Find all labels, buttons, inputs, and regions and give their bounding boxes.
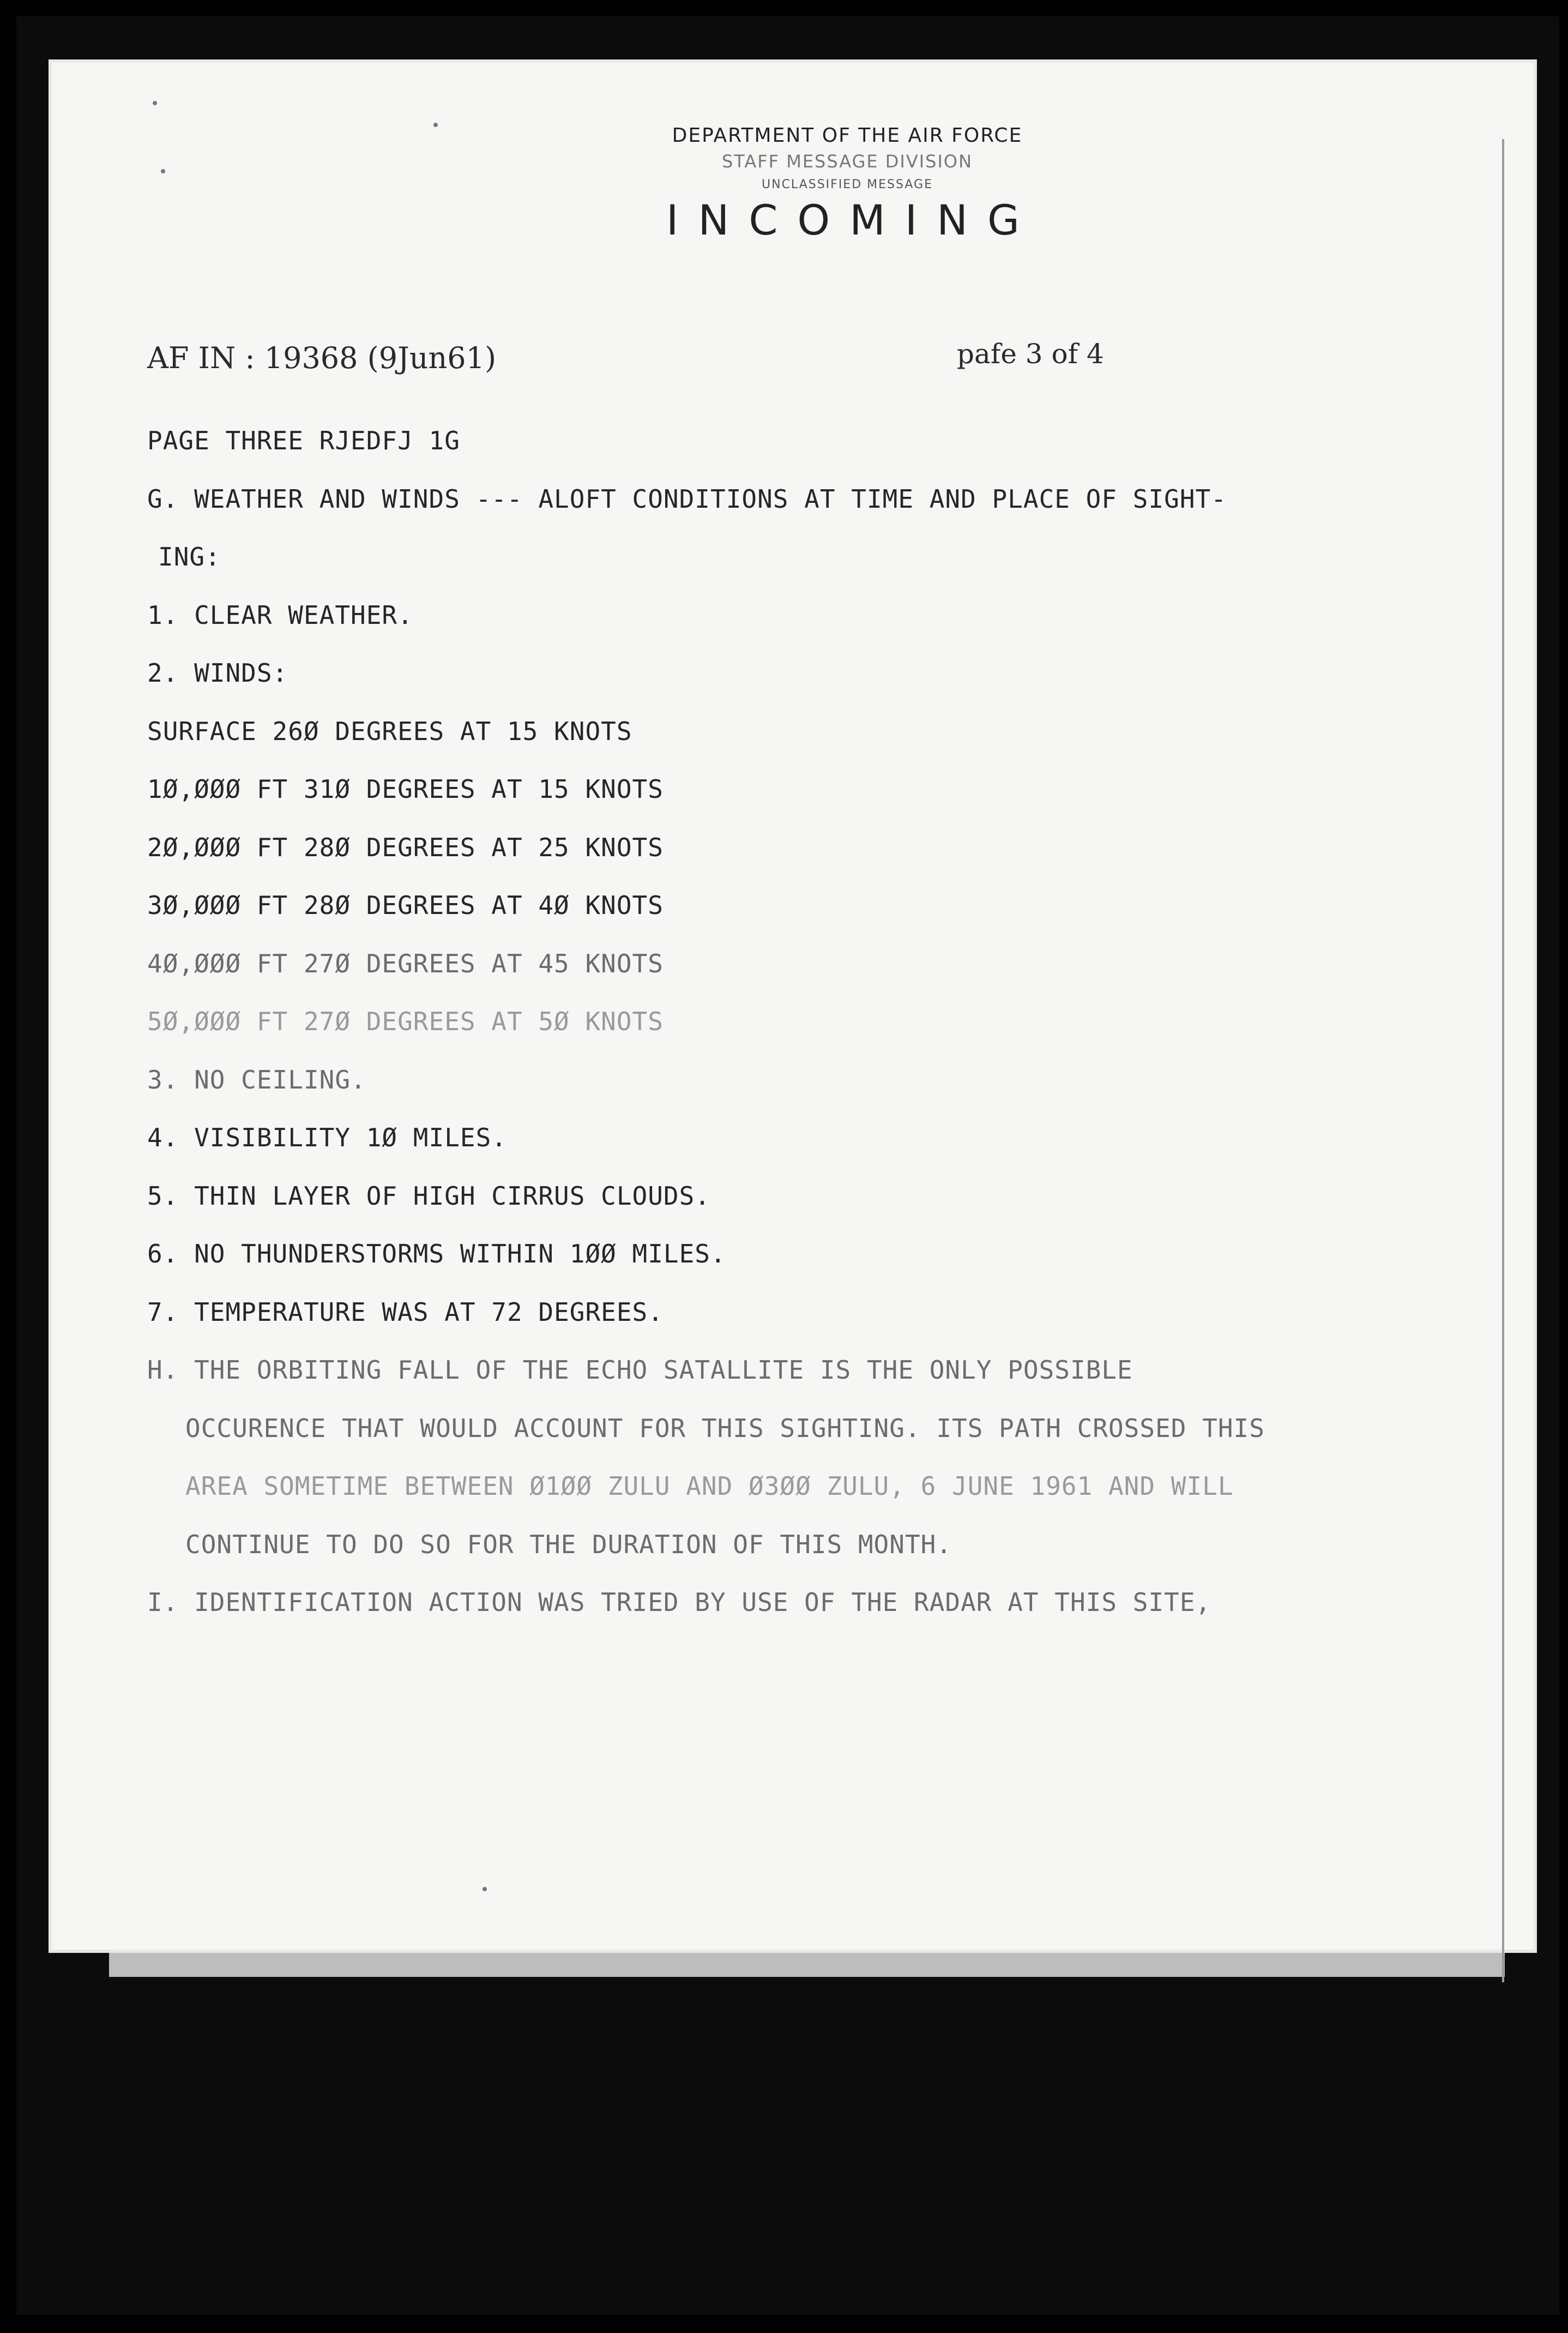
- message-header: [52, 123, 1534, 245]
- text-line: 1. CLEAR WEATHER.: [147, 600, 413, 630]
- text-line: 5Ø,ØØØ FT 27Ø DEGREES AT 5Ø KNOTS: [147, 1007, 664, 1036]
- text-line: 4Ø,ØØØ FT 27Ø DEGREES AT 45 KNOTS: [147, 948, 664, 978]
- classification-label: UNCLASSIFIED MESSAGE: [762, 178, 933, 191]
- text-line: 6. NO THUNDERSTORMS WITHIN 1ØØ MILES.: [147, 1239, 726, 1268]
- department-title: DEPARTMENT OF THE AIR FORCE: [672, 124, 1023, 147]
- text-line: CONTINUE TO DO SO FOR THE DURATION OF THIS MONTH.: [185, 1529, 952, 1559]
- text-line: AREA SOMETIME BETWEEN Ø1ØØ ZULU AND Ø3ØØ ZULU, 6 JUNE 1961 AND WILL: [185, 1471, 1234, 1501]
- text-line: 1Ø,ØØØ FT 31Ø DEGREES AT 15 KNOTS: [147, 774, 664, 804]
- text-line: 2Ø,ØØØ FT 28Ø DEGREES AT 25 KNOTS: [147, 832, 664, 862]
- af-in-reference: AF IN : 19368 (9Jun61): [147, 341, 497, 375]
- film-frame: [16, 16, 1559, 2315]
- margin-rule: [1502, 139, 1504, 1982]
- text-line: 5. THIN LAYER OF HIGH CIRRUS CLOUDS.: [147, 1181, 710, 1211]
- text-line: 4. VISIBILITY 1Ø MILES.: [147, 1123, 507, 1152]
- text-line: ING:: [158, 542, 221, 572]
- text-line: 3. NO CEILING.: [147, 1065, 366, 1095]
- text-line: 7. TEMPERATURE WAS AT 72 DEGREES.: [147, 1297, 664, 1327]
- document-page: [52, 63, 1534, 1950]
- page-number: pafe 3 of 4: [957, 338, 1104, 370]
- speck: [483, 1887, 487, 1891]
- text-line: I. IDENTIFICATION ACTION WAS TRIED BY USE OF THE RADAR AT THIS SITE,: [147, 1588, 1211, 1617]
- division-title: STAFF MESSAGE DIVISION: [721, 151, 973, 172]
- page-shadow: [109, 1950, 1505, 1977]
- text-line: 3Ø,ØØØ FT 28Ø DEGREES AT 4Ø KNOTS: [147, 891, 664, 920]
- speck: [153, 101, 157, 105]
- message-type: INCOMING: [666, 196, 1039, 244]
- text-line: SURFACE 26Ø DEGREES AT 15 KNOTS: [147, 716, 632, 746]
- text-line: 2. WINDS:: [147, 658, 288, 688]
- text-line: OCCURENCE THAT WOULD ACCOUNT FOR THIS SIGHTING. ITS PATH CROSSED THIS: [185, 1413, 1265, 1443]
- message-body: [147, 412, 1456, 1632]
- text-line: H. THE ORBITING FALL OF THE ECHO SATALLITE IS THE ONLY POSSIBLE: [147, 1355, 1133, 1385]
- text-line: G. WEATHER AND WINDS --- ALOFT CONDITIONS AT TIME AND PLACE OF SIGHT-: [147, 484, 1227, 514]
- text-line: PAGE THREE RJEDFJ 1G: [147, 426, 460, 455]
